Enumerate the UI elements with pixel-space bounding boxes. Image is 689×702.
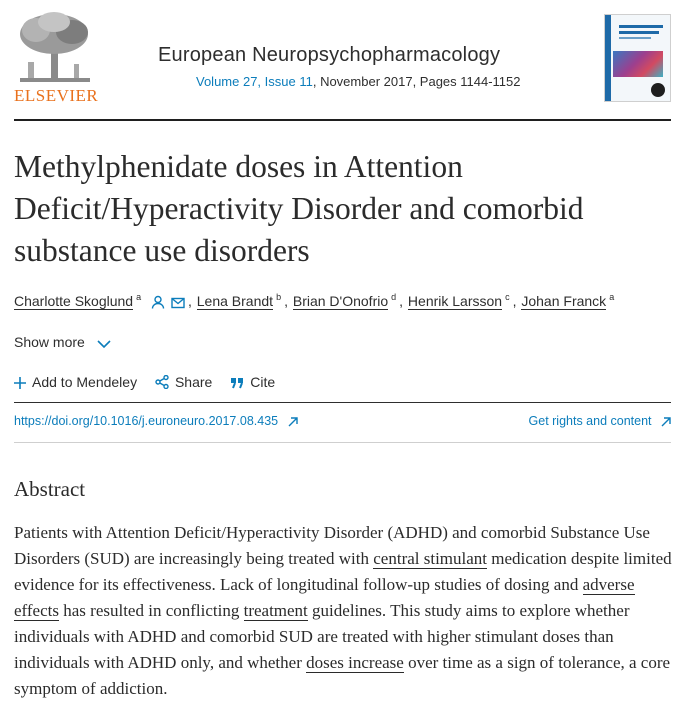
author-separator: , [512, 292, 517, 309]
journal-cover-thumbnail[interactable] [604, 14, 671, 102]
author-separator: , [187, 292, 192, 309]
person-icon[interactable] [151, 295, 165, 312]
cite-button[interactable] [230, 374, 275, 390]
plus-icon [14, 377, 26, 389]
abstract-text-segment: guidelines. This study aims to explore whether individuals with ADHD and comorbid SUD are treated with higher stimulant doses than individuals with ADHD only, and whether [14, 601, 630, 672]
article-actions [14, 374, 289, 390]
date-pages: , November 2017, Pages 1144-1152 [312, 74, 521, 89]
quote-icon [230, 377, 244, 389]
term-link-treatment[interactable]: treatment [243, 601, 308, 620]
header-divider [14, 119, 671, 121]
author-affiliation: b [276, 292, 282, 302]
term-link-doses-increase[interactable]: doses increase [306, 653, 404, 672]
author-separator: , [284, 292, 288, 309]
chevron-down-icon [89, 334, 111, 350]
section-divider [14, 442, 671, 443]
abstract-text-segment: over time as a sign of tolerance, a core symptom of addiction. [14, 653, 671, 698]
show-more-label: Show more [14, 334, 85, 350]
term-link-central-stimulant[interactable]: central stimulant [373, 549, 488, 568]
rights-link[interactable] [529, 414, 671, 428]
author-affiliation: a [136, 292, 142, 302]
share-button[interactable] [155, 374, 212, 390]
abstract-paragraph [14, 520, 674, 702]
add-to-mendeley-label: Add to Mendeley [32, 374, 138, 390]
author-separator: , [399, 292, 404, 309]
actions-divider [14, 402, 671, 403]
envelope-icon[interactable] [171, 296, 185, 312]
abstract-heading: Abstract [14, 477, 86, 501]
abstract-text-segment: has resulted in conflicting [59, 601, 244, 620]
author-affiliation: d [391, 292, 397, 302]
volume-issue-link[interactable]: Volume 27, Issue 11 [196, 74, 313, 89]
article-title: Methylphenidate doses in Attention Deficit/Hyperactivity Disorder and comorbid substance use disorders [14, 149, 584, 268]
cite-label: Cite [250, 374, 276, 390]
author-link[interactable]: Lena Brandt [196, 292, 274, 309]
publisher-name: ELSEVIER [14, 86, 99, 105]
rights-text: Get rights and content [528, 414, 652, 428]
author-affiliation: a [609, 292, 615, 302]
doi-link[interactable] [14, 414, 298, 428]
abstract-text-segment: Patients with Attention Deficit/Hyperactivity Disorder (ADHD) and comorbid Substance Use Disorders (SUD) are increasingly being treated with [14, 523, 650, 568]
author-affiliation: c [505, 292, 510, 302]
abstract-text-segment: medication despite limited evidence for its effectiveness. Lack of longitudinal follow-up studies of dosing and [14, 549, 672, 594]
show-more-button[interactable] [14, 334, 111, 350]
share-icon [155, 375, 169, 389]
author-link[interactable]: Johan Franck [521, 292, 607, 309]
doi-text: https://doi.org/10.1016/j.euroneuro.2017.08.435 [14, 414, 279, 428]
journal-header [0, 0, 689, 120]
author-link[interactable]: Charlotte Skoglund [14, 292, 134, 309]
add-to-mendeley-button[interactable] [14, 374, 137, 390]
author-link[interactable]: Brian D'Onofrio [292, 292, 389, 309]
share-label: Share [174, 374, 213, 390]
journal-issue-info [196, 74, 521, 89]
journal-title[interactable]: European Neuropsychopharmacology [158, 44, 501, 66]
author-link[interactable]: Henrik Larsson [407, 292, 503, 309]
term-link-adverse-effects[interactable]: adverse effects [14, 575, 635, 620]
author-list [14, 292, 614, 312]
external-arrow-icon [661, 417, 671, 427]
external-arrow-icon [288, 417, 298, 427]
